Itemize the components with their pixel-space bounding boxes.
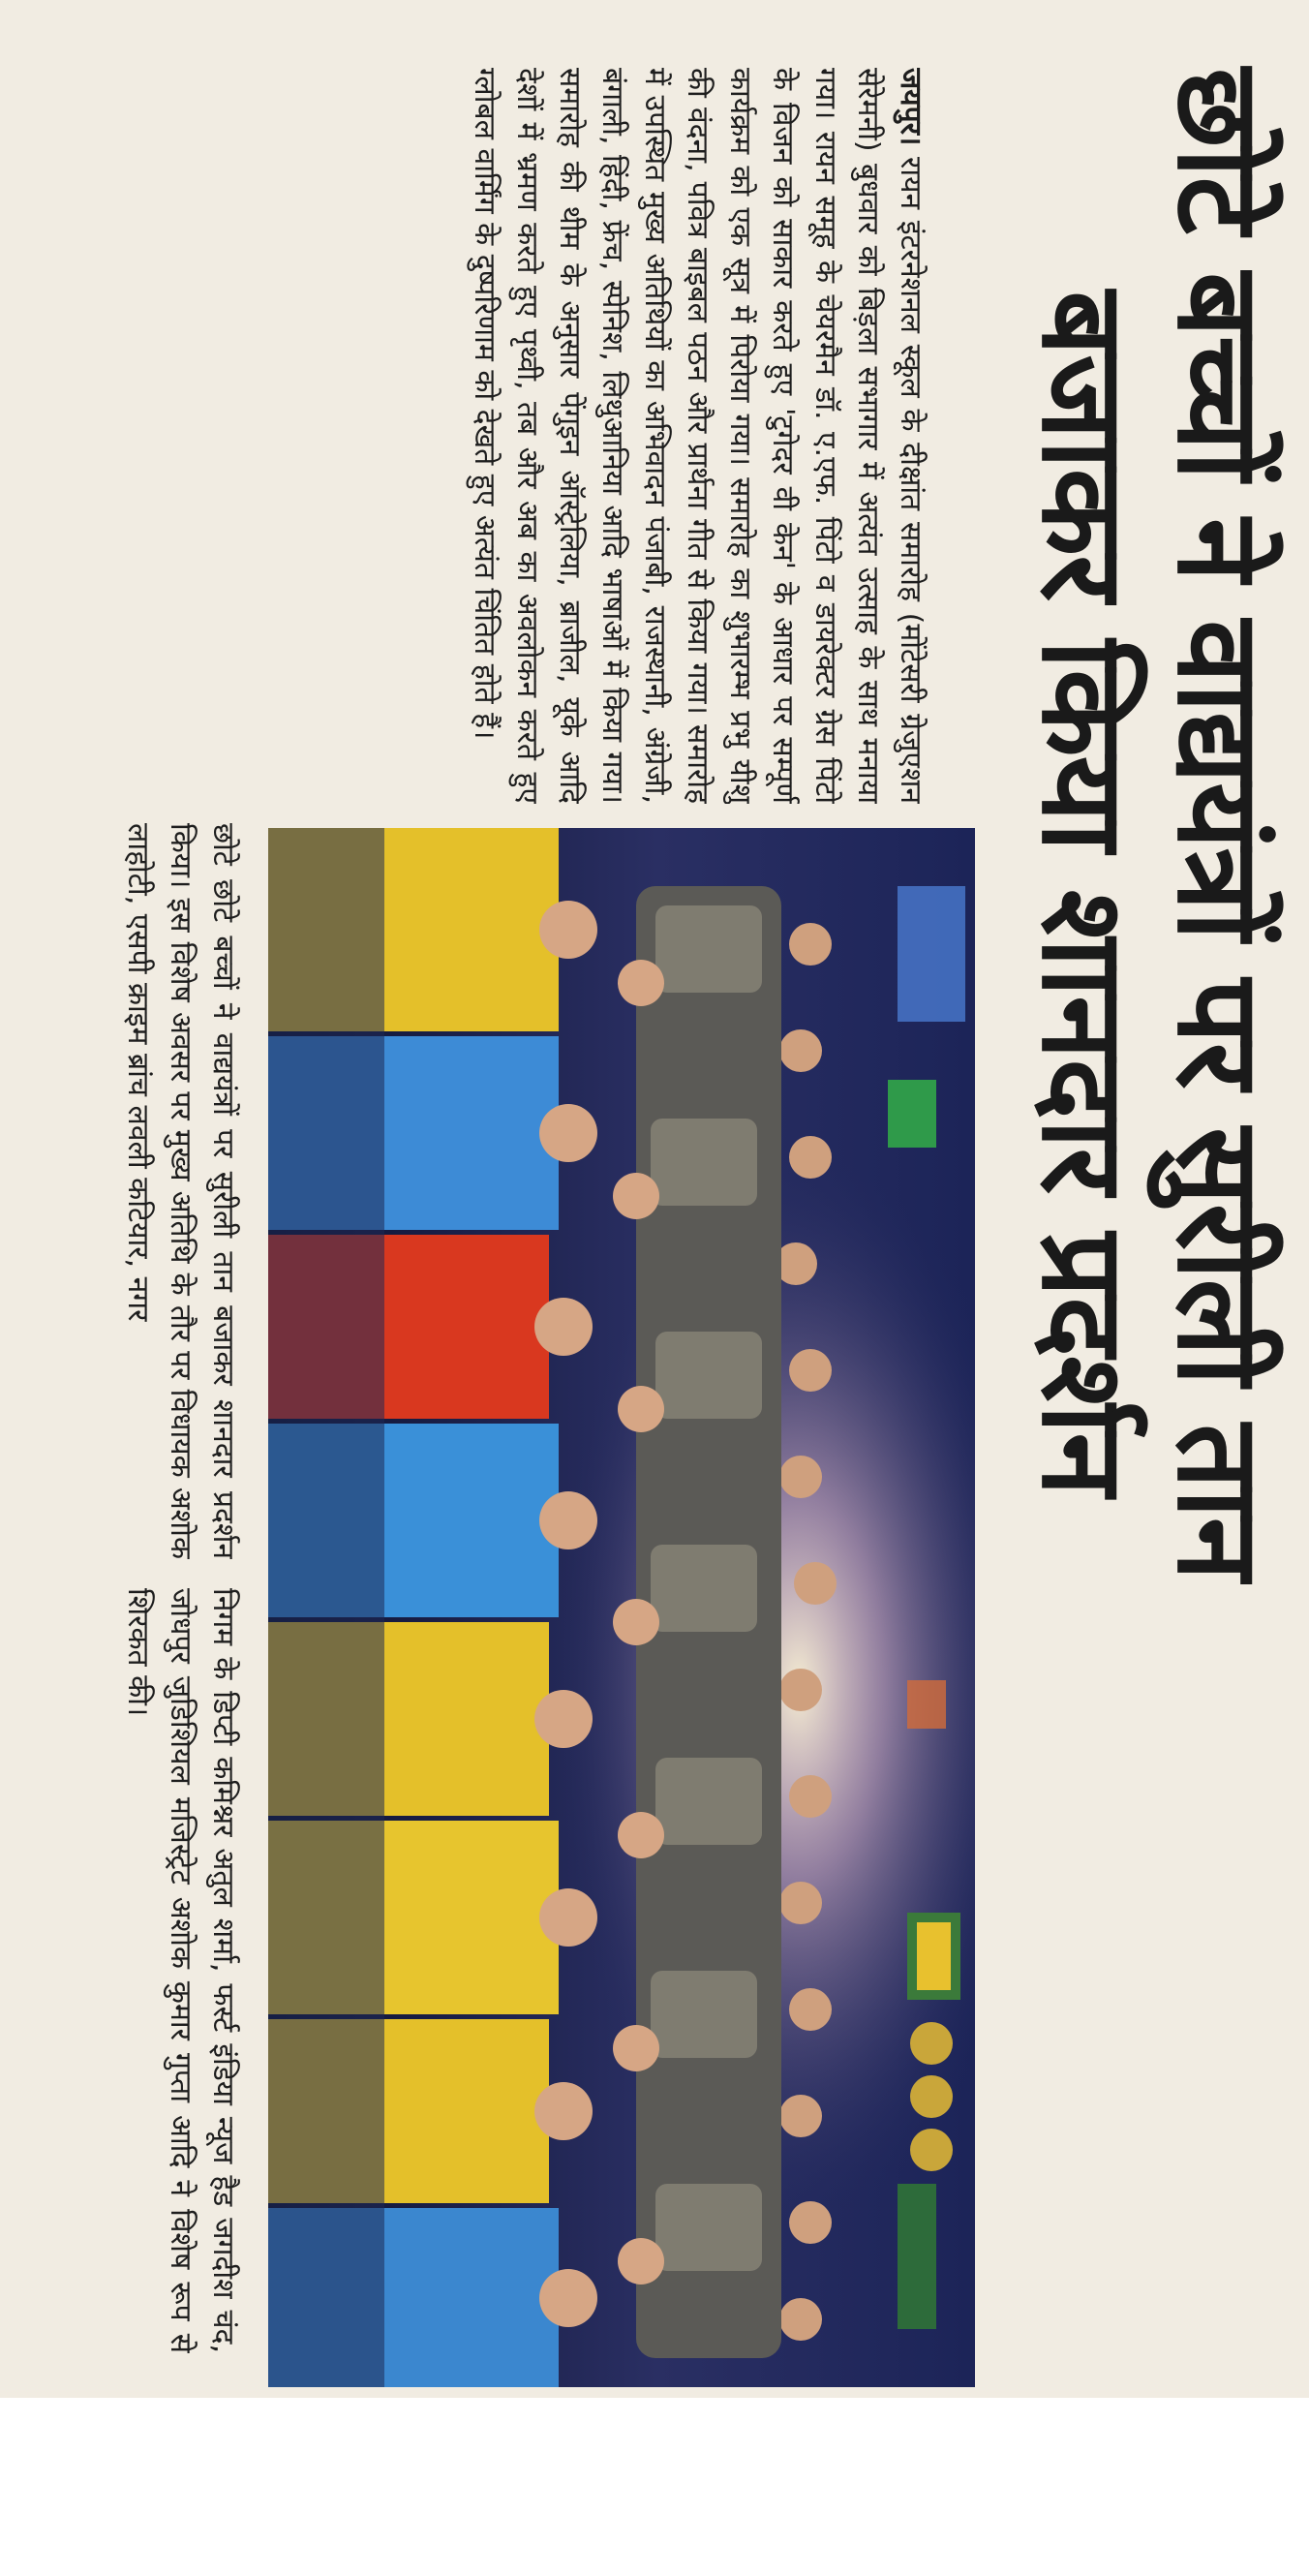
article-column-right-2: निगम के डिप्टी कमिश्नर अतुल शर्मा, फर्स्ट इंडिया न्यूज हैड जगदीश चंद, जोधपुर जुडिशियल मजिस्ट्रेट अशोक कुमार गुप्ता आदि ने विशेष रूप से शिरकत की। [121,1588,240,2353]
article-column-left [21,68,931,804]
headline-line-1: छोटे बच्चों ने वाद्ययंत्रों पर सुरीली तान [1152,68,1286,1580]
dateline: जयपुर। [894,68,928,146]
article-column-right-1: छोटे छोटे बच्चों ने वाद्ययंत्रों पर सुरीली तान बजाकर शानदार प्रदर्शन किया। इस विशेष अवसर पर मुख्य अतिथि के तौर पर विधायक अशोक लाहोटी, एसपी क्राइम ब्रांच लवली कटियार, नगर [121,823,240,1559]
event-photo [268,828,975,2387]
article-body-left: रायन इंटरनेशनल स्कूल के दीक्षांत समारोह (मोंटेसरी ग्रेजुएशन सेरेमनी) बुधवार को बिड़ला सभागार में अत्यंत उत्साह के साथ मनाया गया। रायन समूह के चेयरमैन डॉ. ए.एफ. पिंटो व डायरेक्टर ग्रेस पिंटो के विजन को साकार करते हुए 'टुगेदर वी केन' के आधार पर सम्पूर्ण कार्यक्रम को एक सूत्र में पिरोया गया। समारोह का शुभारम्भ प्रभु यीशु की वंदना, पवित्र बाइबल पठन और प्रार्थना गीत से किया गया। समारोह में उपस्थित मुख्य अतिथियों का अभिवादन पंजाबी, राजस्थानी, अंग्रेजी, बंगाली, हिंदी, फ्रेंच, स्पेनिश, लिथुआनिया आदि भाषाओं में किया गया। समारोह की थीम के अनुसार पेंगुइन ऑस्ट्रेलिया, ब्राजील, यूके आदि देशों में भ्रमण करते हुए पृथ्वी, तब और अब का अवलोकन करते हुए ग्लोबल वार्मिंग के दुष्परिणाम को देखते हुए अत्यंत चिंतित होते हैं। [468,68,928,804]
headline-line-2: बजाकर किया शानदार प्रदर्शन [1017,291,1150,1496]
